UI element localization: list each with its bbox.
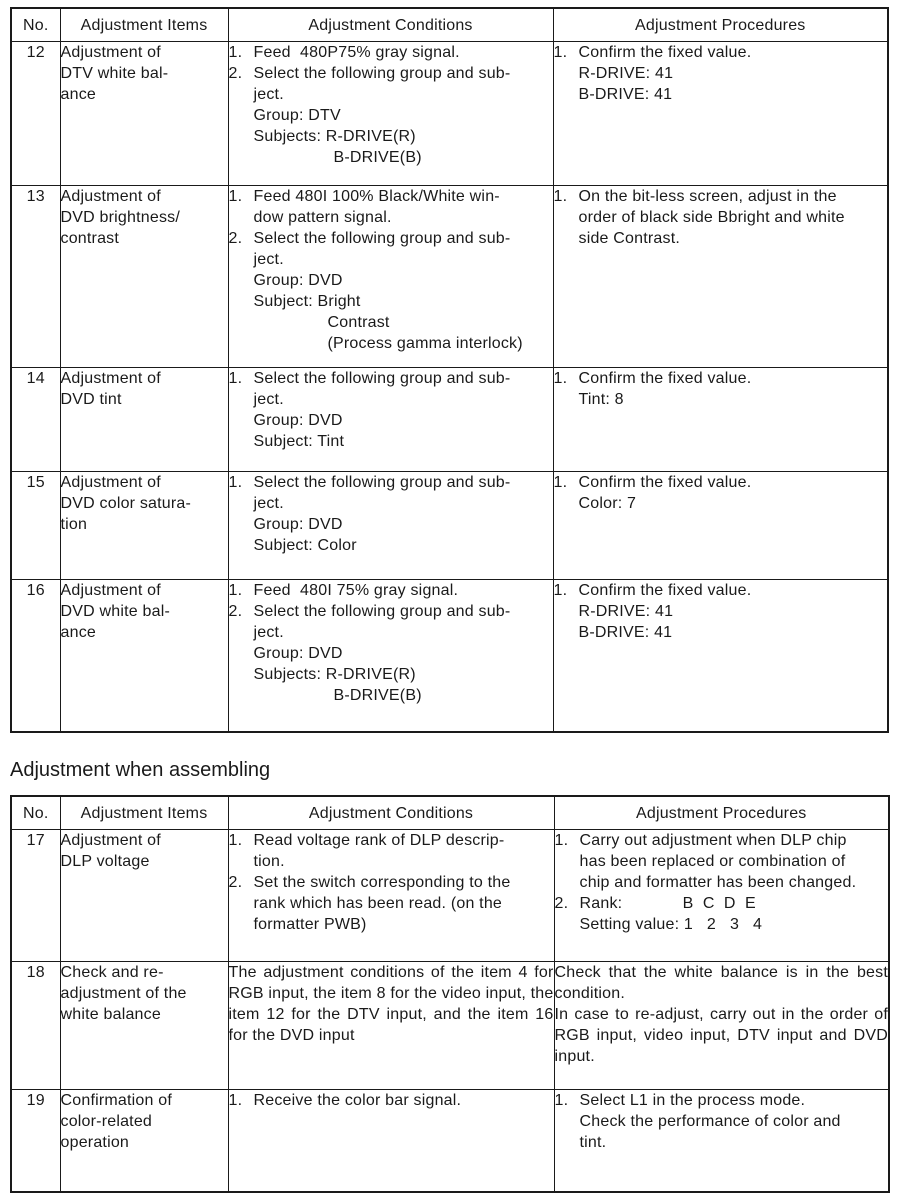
adjustment-item: Adjustment of DLP voltage [60, 830, 228, 962]
header-adjustment-procedures: Adjustment Procedures [553, 8, 888, 42]
adjustment-conditions: The adjustment conditions of the item 4 for RGB input, the item 8 for the video input, the item 12 for the DTV input, and the item 16 for the DVD input [228, 962, 554, 1090]
adjustment-item: Adjustment of DVD white bal- ance [60, 580, 228, 732]
step: 1. Confirm the fixed value. R-DRIVE: 41 B-DRIVE: 41 [553, 582, 752, 641]
adjustment-conditions [228, 472, 553, 580]
adjustment-procedures [554, 830, 889, 962]
step: 1. Feed 480I 75% gray signal. [228, 582, 459, 599]
adjustment-item: Confirmation of color-related operation [60, 1090, 228, 1192]
header-adjustment-items: Adjustment Items [60, 796, 228, 830]
step: 1. Select the following group and sub- ject. Group: DVD Subject: Color [228, 474, 511, 554]
adjustment-procedures [553, 368, 888, 472]
step: 1. Confirm the fixed value. Tint: 8 [553, 370, 752, 408]
table-header-row [11, 796, 889, 830]
row-number: 17 [11, 830, 60, 962]
step: 2. Select the following group and sub- ject. Group: DVD Subjects: R-DRIVE(R) B-DRIVE(B) [228, 603, 511, 704]
row-number: 16 [11, 580, 60, 732]
adjustment-procedures [553, 42, 888, 186]
rank-line: Rank: B C D E [579, 895, 756, 912]
section-title: Adjustment when assembling [10, 759, 271, 781]
step: 1. Read voltage rank of DLP descrip- tion. [228, 832, 505, 870]
row-number: 15 [11, 472, 60, 580]
step: 2. Select the following group and sub- ject. Group: DTV Subjects: R-DRIVE(R) B-DRIVE(B) [228, 65, 511, 166]
step: 1. Select L1 in the process mode. Check the performance of color and tint. [554, 1092, 841, 1151]
adjustment-item: Adjustment of DTV white bal- ance [60, 42, 228, 186]
table-row [11, 368, 888, 472]
table-row [11, 1090, 889, 1192]
step: 1. Feed 480P75% gray signal. [228, 44, 460, 61]
table-row [11, 580, 888, 732]
adjustment-conditions [228, 1090, 554, 1192]
adjustment-conditions [228, 830, 554, 962]
step: 1. On the bit-less screen, adjust in the order of black side Bbright and white side Contrast. [553, 188, 845, 247]
adjustment-conditions [228, 186, 553, 368]
table-header-row [11, 8, 888, 42]
setting-value-line: Setting value: 1 2 3 4 [579, 916, 763, 933]
adjustment-item: Adjustment of DVD tint [60, 368, 228, 472]
step: 1. Receive the color bar signal. [228, 1092, 462, 1109]
step: 1. Carry out adjustment when DLP chip has been replaced or combination of chip and formatter has been changed. [554, 832, 857, 891]
table-row [11, 42, 888, 186]
adjustment-procedures [553, 580, 888, 732]
adjustment-table-1 [10, 7, 889, 733]
adjustment-procedures [554, 1090, 889, 1192]
adjustment-conditions [228, 42, 553, 186]
header-adjustment-conditions: Adjustment Conditions [228, 796, 554, 830]
row-number: 19 [11, 1090, 60, 1192]
row-number: 12 [11, 42, 60, 186]
adjustment-conditions [228, 368, 553, 472]
row-number: 13 [11, 186, 60, 368]
table-row [11, 186, 888, 368]
adjustment-procedures [553, 472, 888, 580]
adjustment-procedures [553, 186, 888, 368]
header-adjustment-conditions: Adjustment Conditions [228, 8, 553, 42]
row-number: 18 [11, 962, 60, 1090]
table-row [11, 472, 888, 580]
row-number: 14 [11, 368, 60, 472]
step: 2. Rank: B C D E Setting value: 1 2 3 4 [555, 893, 889, 935]
step: 1. Select the following group and sub- ject. Group: DVD Subject: Tint [228, 370, 511, 450]
table-row [11, 830, 889, 962]
step: 2. Select the following group and sub- ject. Group: DVD Subject: Bright Contrast (Process gamma interlock) [228, 230, 523, 352]
adjustment-table-2 [10, 795, 890, 1193]
adjustment-item: Adjustment of DVD color satura- tion [60, 472, 228, 580]
header-adjustment-items: Adjustment Items [60, 8, 228, 42]
step: 2. Set the switch corresponding to the rank which has been read. (on the formatter PWB) [228, 874, 511, 933]
header-adjustment-procedures: Adjustment Procedures [554, 796, 889, 830]
table-row [11, 962, 889, 1090]
step: 1. Confirm the fixed value. Color: 7 [553, 474, 752, 512]
step: 1. Feed 480I 100% Black/White win- dow pattern signal. [228, 188, 500, 226]
adjustment-item: Check and re- adjustment of the white balance [60, 962, 228, 1090]
step: 1. Confirm the fixed value. R-DRIVE: 41 B-DRIVE: 41 [553, 44, 752, 103]
header-no: No. [11, 796, 60, 830]
adjustment-procedures: Check that the white balance is in the best condition. In case to re-adjust, carry out in the order of RGB input, video input, DTV input and DVD input. [554, 962, 889, 1090]
adjustment-conditions [228, 580, 553, 732]
adjustment-item: Adjustment of DVD brightness/ contrast [60, 186, 228, 368]
header-no: No. [11, 8, 60, 42]
